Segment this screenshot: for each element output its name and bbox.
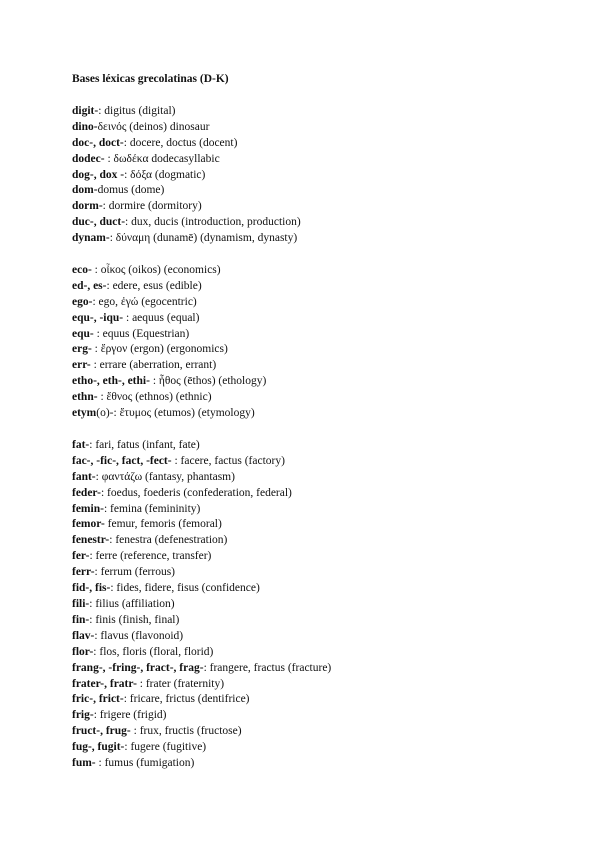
entry-definition: : edere, esus (edible) [106, 279, 202, 292]
lexical-entry [72, 708, 572, 724]
entry-root: ego- [72, 295, 93, 308]
lexical-entry [72, 152, 572, 168]
entry-group [72, 438, 572, 772]
lexical-entry [72, 136, 572, 152]
lexical-entry [72, 470, 572, 486]
entry-definition: : digitus (digital) [98, 104, 176, 117]
entry-group [72, 263, 572, 422]
lexical-entry [72, 215, 572, 231]
entry-root: ed-, es- [72, 279, 107, 292]
entry-definition: : fenestra (defenestration) [109, 534, 228, 547]
lexical-entry [72, 231, 572, 247]
entry-definition: : οἶκος (oikos) (economics) [91, 263, 221, 276]
lexical-entry [72, 279, 572, 295]
entries-container [72, 104, 572, 772]
lexical-entry [72, 549, 572, 565]
entry-definition: : fides, fidere, fisus (confidence) [110, 582, 260, 595]
entry-definition: : ferrum (ferrous) [94, 566, 176, 579]
entry-definition: : δύναμη (dunamē) (dynamism, dynasty) [109, 232, 298, 245]
entry-definition: (o)-: ἔτυμος (etumos) (etymology) [96, 407, 255, 420]
lexical-entry [72, 104, 572, 120]
entry-definition: : frater (fraternity) [136, 677, 225, 690]
entry-definition: : φαντάζω (fantasy, phantasm) [95, 470, 235, 483]
lexical-entry [72, 438, 572, 454]
lexical-entry [72, 168, 572, 184]
entry-definition: femur, femoris (femoral) [104, 518, 222, 531]
entry-definition: : flavus (flavonoid) [94, 629, 184, 642]
lexical-entry [72, 629, 572, 645]
entry-definition: : fricare, frictus (dentifrice) [123, 693, 250, 706]
entry-definition: : fugere (fugitive) [124, 741, 207, 754]
entry-definition: : frigere (frigid) [93, 709, 167, 722]
lexical-entry [72, 740, 572, 756]
entry-root: fenestr- [72, 534, 110, 547]
entry-root: etho-, eth-, ethi- [72, 375, 150, 388]
entry-root: frang-, -fring-, fract-, frag- [72, 661, 204, 674]
lexical-entry [72, 358, 572, 374]
lexical-entry [72, 517, 572, 533]
entry-root: dog-, dox - [72, 168, 125, 181]
lexical-entry [72, 645, 572, 661]
entry-definition: : foedus, foederis (confederation, federal) [100, 486, 292, 499]
entry-root: ethn- [72, 391, 98, 404]
document-title: Bases léxicas grecolatinas (D-K) [72, 73, 229, 85]
entry-root: digit- [72, 104, 99, 117]
entry-root: fac-, -fic-, fact, -fect- [72, 454, 172, 467]
lexical-entry [72, 374, 572, 390]
entry-root: doc-, doct- [72, 136, 124, 149]
entry-root: flav- [72, 629, 95, 642]
entry-definition: : frux, fructis (fructose) [130, 725, 242, 738]
entry-root: eco- [72, 263, 92, 276]
entry-root: dynam- [72, 232, 110, 245]
lexical-entry [72, 199, 572, 215]
entry-root: frig- [72, 709, 94, 722]
entry-root: fum- [72, 757, 96, 770]
entry-root: fric-, frict- [72, 693, 124, 706]
entry-root: fer- [72, 550, 90, 563]
entry-root: fin- [72, 613, 90, 626]
entry-root: equ-, -iqu- [72, 311, 124, 324]
lexical-entry [72, 661, 572, 677]
entry-definition: : ferre (reference, transfer) [89, 550, 212, 563]
lexical-entry [72, 756, 572, 772]
lexical-entry [72, 183, 572, 199]
lexical-entry [72, 533, 572, 549]
entry-definition: : ἦθος (ēthos) (ethology) [149, 375, 267, 388]
entry-definition: : errare (aberration, errant) [90, 359, 217, 372]
entry-definition: : δωδέκα dodecasyllabic [104, 152, 220, 165]
lexical-entry [72, 454, 572, 470]
entry-definition: δεινός (deinos) dinosaur [97, 120, 210, 133]
entry-definition: : δόξα (dogmatic) [124, 168, 206, 181]
document-page [72, 72, 572, 788]
entry-root: etym [72, 407, 97, 420]
entry-root: fili- [72, 597, 90, 610]
entry-root: femor- [72, 518, 105, 531]
entry-definition: : flos, floris (floral, florid) [93, 645, 214, 658]
entry-root: flor- [72, 645, 94, 658]
lexical-entry [72, 327, 572, 343]
entry-root: ferr- [72, 566, 95, 579]
lexical-entry [72, 724, 572, 740]
lexical-entry [72, 613, 572, 629]
entry-root: fruct-, frug- [72, 725, 131, 738]
entry-root: equ- [72, 327, 94, 340]
lexical-entry [72, 565, 572, 581]
lexical-entry [72, 120, 572, 136]
lexical-entry [72, 311, 572, 327]
entry-definition: : fumus (fumigation) [95, 757, 195, 770]
lexical-entry [72, 597, 572, 613]
entry-definition: : ἔθνος (ethnos) (ethnic) [97, 391, 212, 404]
lexical-entry [72, 502, 572, 518]
lexical-entry [72, 342, 572, 358]
entry-group [72, 104, 572, 247]
entry-root: feder- [72, 486, 101, 499]
lexical-entry [72, 295, 572, 311]
lexical-entry [72, 692, 572, 708]
entry-definition: : facere, factus (factory) [171, 454, 285, 467]
entry-definition: : dux, ducis (introduction, production) [125, 216, 301, 229]
entry-root: fug-, fugit- [72, 741, 125, 754]
entry-definition: : docere, doctus (docent) [123, 136, 238, 149]
entry-root: erg- [72, 343, 92, 356]
entry-root: fid-, fis- [72, 582, 111, 595]
entry-definition: : aequus (equal) [123, 311, 200, 324]
entry-definition: : ego, ἐγώ (egocentric) [92, 295, 197, 308]
entry-root: duc-, duct- [72, 216, 126, 229]
entry-root: dorm- [72, 200, 103, 213]
entry-definition: : fari, fatus (infant, fate) [89, 438, 200, 451]
entry-definition: : dormire (dormitory) [102, 200, 202, 213]
entry-definition: : femina (femininity) [103, 502, 201, 515]
entry-root: femin- [72, 502, 104, 515]
entry-root: err- [72, 359, 91, 372]
entry-root: dodec- [72, 152, 105, 165]
entry-root: fant- [72, 470, 96, 483]
lexical-entry [72, 406, 572, 422]
lexical-entry [72, 390, 572, 406]
entry-definition: : ἔργον (ergon) (ergonomics) [91, 343, 228, 356]
entry-definition: : finis (finish, final) [89, 613, 180, 626]
entry-definition: : frangere, fractus (fracture) [203, 661, 332, 674]
entry-definition: : equus (Equestrian) [93, 327, 190, 340]
lexical-entry [72, 677, 572, 693]
lexical-entry [72, 486, 572, 502]
lexical-entry [72, 263, 572, 279]
entry-definition: : filius (affiliation) [89, 597, 175, 610]
entry-definition: domus (dome) [97, 184, 165, 197]
lexical-entry [72, 581, 572, 597]
entry-root: frater-, fratr- [72, 677, 137, 690]
entry-root: dom- [72, 184, 98, 197]
entry-root: dino- [72, 120, 98, 133]
entry-root: fat- [72, 438, 90, 451]
